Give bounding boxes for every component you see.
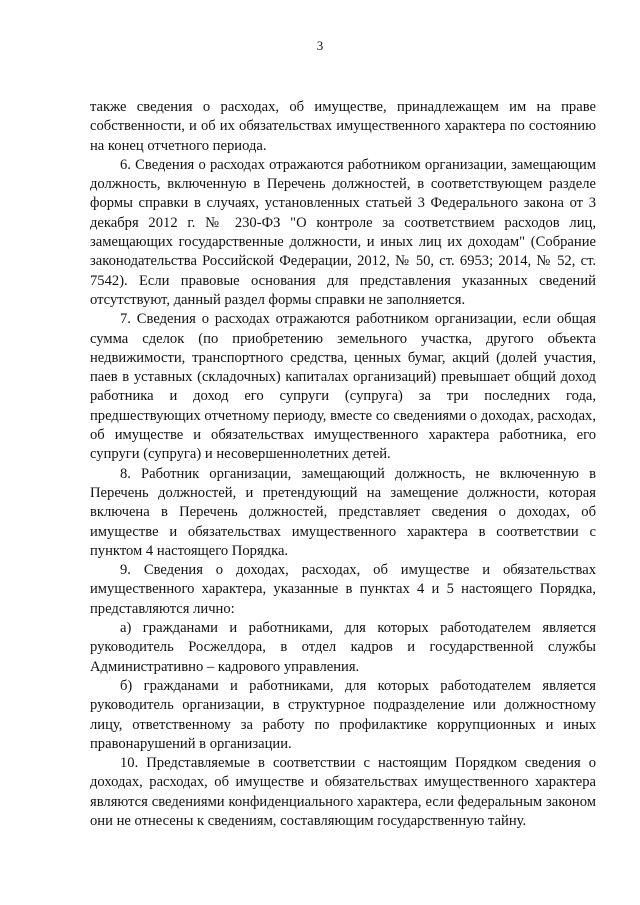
document-body — [90, 98, 596, 831]
paragraph-7: 7. Сведения о расходах отражаются работником организации, если общая сумма сделок (по приобретению земельного участка, другого объекта недвижимости, транспортного средства, ценных бумаг, акций (долей участия, паев в уставных (складочных) капиталах организаций) превышает общий доход работника и доход его супруги (супруга) за три последних года, предшествующих отчетному периоду, вместе со сведениями о доходах, расходах, об имуществе и обязательствах имущественного характера работника, его супруги (супруга) и несовершеннолетних детей. — [90, 311, 596, 463]
paragraph-10: 10. Представляемые в соответствии с настоящим Порядком сведения о доходах, расходах, об имуществе и обязательствах имущественного характера являются сведениями конфиденциального характера, если федеральным законом они не отнесены к сведениям, составляющим государственную тайну. — [90, 755, 596, 829]
paragraph-9: 9. Сведения о доходах, расходах, об имуществе и обязательствах имущественного характера, указанные в пунктах 4 и 5 настоящего Порядка, представляются лично: — [90, 562, 596, 617]
paragraph-6: 6. Сведения о расходах отражаются работником организации, замещающим должность, включенную в Перечень должностей, в соответствующем разделе формы справки в случаях, установленных статьей 3 Федерального закона от 3 декабря 2012 г. № 230-ФЗ "О контроле за соответствием расходов лиц, замещающих государственные должности, и иных лиц их доходам" (Собрание законодательства Российской Федерации, 2012, № 50, ст. 6953; 2014, № 52, ст. 7542). Если правовые основания для представления указанных сведений отсутствуют, данный раздел формы справки не заполняется. — [90, 156, 596, 308]
paragraph-8: 8. Работник организации, замещающий должность, не включенную в Перечень должностей, и претендующий на замещение должности, которая включена в Перечень должностей, представляет сведения о доходах, об имуществе и обязательствах имущественного характера в соответствии с пунктом 4 настоящего Порядка. — [90, 465, 596, 559]
page-number: 3 — [316, 38, 324, 53]
paragraph-continuation: также сведения о расходах, об имуществе, принадлежащем им на праве собственности, и об их обязательствах имущественного характера по состоянию на конец отчетного периода. — [90, 99, 596, 154]
paragraph-9b: б) гражданами и работниками, для которых работодателем является руководитель организации, в структурное подразделение или должностному лицу, ответственному за работу по профилактике коррупционных и иных правонарушений в организации. — [90, 677, 596, 752]
paragraph-9a: а) гражданами и работниками, для которых работодателем является руководитель Росжелдора, в отдел кадров и государственной службы Административно – кадрового управления. — [90, 620, 596, 675]
